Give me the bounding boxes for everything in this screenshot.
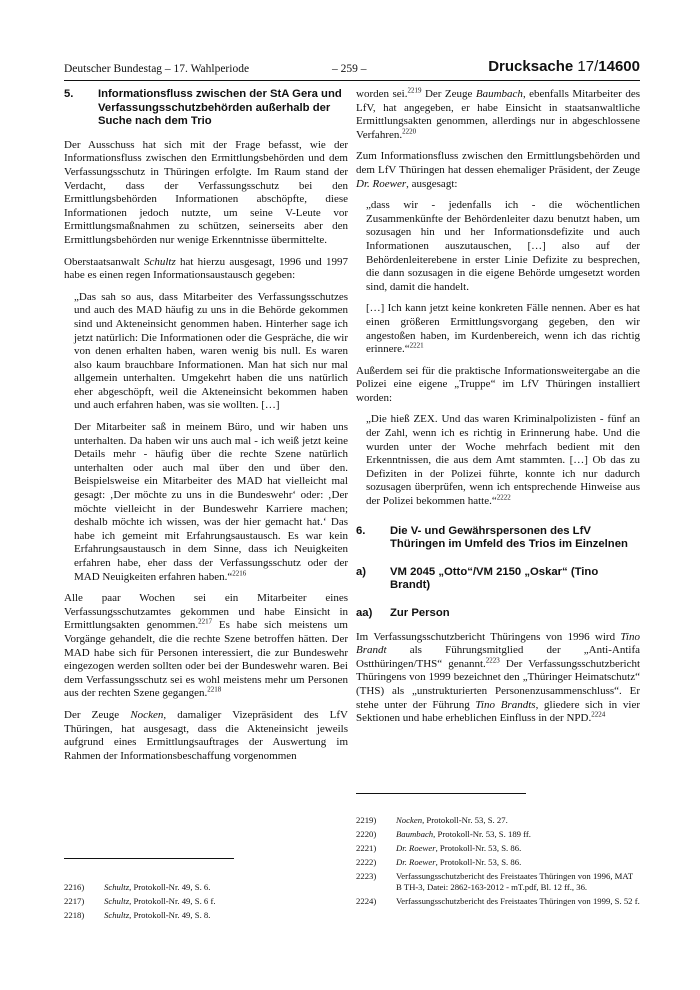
- footnote: [356, 815, 640, 826]
- text: Der Mitarbeiter saß in meinem Büro, und wir haben uns unterhalten. Da haben wir uns auch mal - ich weiß jetzt keine Details mehr - häufig über die rechte Szene natürlich unterhalten oder auch mal über den und über den. Beispielsweise ein Mitarbeiter des MAD hat vielleicht mal gesagt: ‚Der möchte zu uns in die Bundeswehr‘ oder: ‚Der möchte vielleicht in der Bundeswehr Karriere machen; deshalb möchte ich wissen, was der hier gemacht hat.‘ Das habe ich gemeint mit Erfahrungsaustausch. Es war kein Erfahrungsaustausch in dem Sinne, dass ich Neuigkeiten erfahren habe, eher dass der Verfassungsschutz oder der MAD Neuigkeiten erfahren haben.“: [74, 421, 348, 583]
- footnote-text: Verfassungsschutzbericht des Freistaates Thüringen von 1996, MAT B TH-3, Datei: 2862-163-2012 - mT.pdf, Bl. 12 ff., 36.: [396, 871, 633, 892]
- footnote-rest: , Protokoll-Nr. 53, S. 86.: [435, 843, 522, 853]
- footnote-number: 2219): [356, 815, 377, 825]
- footnote-text: Verfassungsschutzbericht des Freistaates Thüringen von 1999, S. 52 f.: [396, 896, 640, 906]
- text: Der Verfassungsschutzbericht Thüringens von 1999 bezeichnet den „Thüringer Heimatschutz“ (THS) als „unstrukturierten Personenzusammenschluss“. Er stehe unter der Führung: [356, 657, 641, 711]
- footnote-number: 2222): [356, 857, 377, 867]
- section-title: Informationsfluss zwischen der StA Gera und Verfassungsschutzbehörden außerhalb der Suche nach dem Trio: [98, 88, 342, 128]
- footnotes-right: [356, 815, 640, 910]
- footnote: [64, 910, 348, 921]
- footnote-ref: 2217: [198, 617, 213, 626]
- footnote-number: 2218): [64, 910, 85, 920]
- page-number: – 259 –: [332, 63, 367, 75]
- paragraph: Außerdem sei für die praktische Informationsweitergabe an die Polizei eine eigene „Truppe“ im LfV Thüringen installiert worden:: [356, 364, 640, 404]
- text: […] Ich kann jetzt keine konkreten Fälle nennen. Aber es hat einen größeren Ermittlungsvorgang gegeben, den wir angestoßen haben, im Kurdenbereich, wenn ich das richtig erinnere.“: [366, 302, 640, 356]
- person-name: Tino Brandt: [356, 630, 640, 657]
- section-title: VM 2045 „Otto“/VM 2150 „Oskar“ (Tino Brandt): [390, 565, 599, 592]
- section-heading-6: [356, 525, 640, 552]
- quote-block: [74, 421, 348, 584]
- footnote: [356, 871, 640, 893]
- footnote-text: [396, 829, 640, 840]
- footnote-number: 2223): [356, 871, 377, 881]
- footnotes-left: [64, 882, 348, 924]
- footnote-name: Schultz: [104, 896, 130, 906]
- text: Der Zeuge: [421, 88, 476, 100]
- document-number-prefix: 17/: [577, 58, 599, 75]
- footnote-name: Baumbach: [396, 829, 434, 839]
- quote-block: „dass wir - jedenfalls ich - die wöchentlichen Zusammenkünfte der Behördenleiter dazu benutzt haben, um sozusagen hin und her Informationsdefizite und auch Informationen auszutauschen, […] also auf der Behördenleiterebene in erster Linie Defizite zu besprechen, die dann sozusagen in die eigene Behörde umgesetzt worden sind, damit die handelt.: [366, 199, 640, 293]
- footnote-number: 2221): [356, 843, 377, 853]
- footnote-text: [396, 857, 640, 868]
- person-name: Tino Brandts: [475, 698, 536, 711]
- footnote-name: Dr. Roewer: [396, 843, 436, 853]
- footnote-rest: , Protokoll-Nr. 53, S. 86.: [435, 857, 522, 867]
- section-title: Zur Person: [390, 607, 450, 619]
- section-number: aa): [356, 607, 373, 619]
- witness-name: Schultz: [143, 255, 176, 268]
- paragraph: Der Ausschuss hat sich mit der Frage befasst, wie der Informationsfluss zwischen den Ermittlungsbehörden und dem Verfassungsschutz in Thüringen erfolgte. Im Raum stand der Verdacht, dass der Verfassungsschutz bei den Ermittlungsbehörden Informationen abschöpfte, diese Informationen jedoch nutzte, um seine V-Leute vor Ermittlungsmaßnahmen zu schützen, seinerseits aber den Ermittlungsbehörden nur wenige Erkenntnisse übermittelte.: [64, 138, 348, 246]
- text: Zum Informationsfluss zwischen den Ermittlungsbehörden und dem LfV Thüringen hat dessen ehemaliger Präsident, der Zeuge: [356, 150, 640, 176]
- footnote-text: [396, 843, 640, 854]
- paragraph: [356, 631, 640, 726]
- footnote-name: Schultz: [104, 882, 130, 892]
- section-number: a): [356, 565, 367, 578]
- footnote-ref: 2224: [591, 710, 606, 719]
- text: , ausgesagt:: [406, 177, 458, 190]
- text: , ebenfalls Mitarbeiter des LfV, hat angegeben, er habe Einsicht in staatsanwaltliche Ermittlungsakten genommen, allerdings nur in abgeschlossene Verfahren.: [356, 88, 640, 141]
- document-label: Drucksache: [488, 58, 578, 75]
- witness-name: Nocken: [130, 708, 164, 721]
- footnote: [356, 829, 640, 840]
- paragraph: [64, 592, 348, 701]
- page-header: [64, 60, 640, 80]
- footnote-rule-right: [356, 793, 526, 794]
- footnote-rest: , Protokoll-Nr. 49, S. 6 f.: [129, 896, 216, 906]
- footnote-text: [104, 910, 348, 921]
- text: Es habe sich meistens um Vorgänge gehandelt, die die rechte Szene betroffen hätten. Der MAD habe sich für Personen interessiert, die zur Bundeswehr eingezogen werden sollten oder bei der Bundeswehr waren. Bei dem Verfassungsschutz sei es wohl meistens mehr um Personen aus der rechten Szene gegangen.: [64, 619, 348, 700]
- paragraph: [356, 150, 640, 191]
- text: , gliedere sich in vier Sektionen und habe erheblichen Einfluss in der NPD.: [356, 698, 641, 725]
- text: , damaliger Vizepräsident des LfV Thüringen, hat ausgesagt, dass die Akteneinsicht jeweils aufgrund eines Ermittlungsauftrages der Auswertung im Rahmen der Informationsbeschaffung vorgenommen: [64, 708, 348, 762]
- footnote-rule-left: [64, 858, 234, 859]
- footnote-name: Schultz: [104, 910, 130, 920]
- footnote-text: [104, 896, 348, 907]
- footnote-ref: 2220: [402, 127, 417, 136]
- document-number: [488, 58, 640, 75]
- witness-name: Baumbach: [475, 88, 523, 100]
- footnote-rest: , Protokoll-Nr. 49, S. 6.: [129, 882, 211, 892]
- footnote-ref: 2222: [496, 493, 511, 502]
- witness-name: Dr. Roewer: [356, 177, 407, 190]
- footnote-number: 2216): [64, 882, 85, 892]
- header-publication: Deutscher Bundestag – 17. Wahlperiode: [64, 63, 250, 75]
- section-number: 6.: [356, 524, 366, 537]
- footnote-text: [396, 815, 640, 826]
- footnote-ref: 2216: [232, 568, 247, 577]
- footnote-rest: , Protokoll-Nr. 53, S. 189 ff.: [433, 829, 531, 839]
- right-column: [356, 88, 640, 734]
- footnote-ref: 2218: [207, 685, 222, 694]
- footnote-number: 2220): [356, 829, 377, 839]
- text: „Die hieß ZEX. Und das waren Kriminalpolizisten - fünf an der Zahl, wenn ich es richtig in Erinnerung habe. Und die wurden unter der Woche mehrfach bedient mit den Erkenntnissen, die aus dem Amt stammten. […] Ob das zu Defiziten in der Polizei führte, konnte ich nur dadurch sozusagen überprüfen, wenn ich entsprechende Hinweise aus der Polizei bekommen hatte.“: [366, 413, 640, 508]
- text: Alle paar Wochen sei ein Mitarbeiter eines Verfassungsschutzamtes gekommen und habe Einsicht in Ermittlungsakten genommen.: [64, 592, 348, 632]
- footnote-ref: 2223: [485, 656, 500, 665]
- footnote-text: [104, 882, 348, 893]
- footnote: [356, 843, 640, 854]
- footnote-rest: , Protokoll-Nr. 49, S. 8.: [129, 910, 211, 920]
- footnote: [356, 896, 640, 907]
- quote-block: „Das sah so aus, dass Mitarbeiter des Verfassungsschutzes und auch des MAD häufig zu uns in die Behörde gekommen sind und Akteneinsicht genommen haben. Hinterher sage ich jetzt natürlich: Die Informationen oder die Gespräche, die wir von denen erhalten haben, waren wenig bis null. Es waren also kaum brauchbare Informationen. Man hat sich nur mal allgemein unterhalten. Umgekehrt haben die uns natürlich eher abgeschöpft, weil die Akteneinsicht bekommen haben und auch erfahren haben, was sie wollten. […]: [74, 290, 348, 412]
- footnote-number: 2217): [64, 896, 85, 906]
- text: worden sei.: [356, 88, 408, 100]
- footnote: [64, 896, 348, 907]
- paragraph: [64, 256, 348, 283]
- text: Im Verfassungsschutzbericht Thüringens von 1996 wird: [356, 630, 621, 643]
- footnote-ref: 2221: [409, 341, 424, 350]
- paragraph: [64, 709, 348, 763]
- header-rule: [64, 80, 640, 81]
- document-number-bold: 14600: [598, 58, 640, 75]
- footnote-rest: , Protokoll-Nr. 53, S. 27.: [422, 815, 508, 825]
- section-title: Die V- und Gewährspersonen des LfV Thüringen im Umfeld des Trios im Einzelnen: [390, 524, 628, 551]
- section-heading-5: [64, 88, 348, 129]
- section-heading-aa: [356, 607, 640, 621]
- section-number: 5.: [64, 88, 74, 100]
- text: Oberstaatsanwalt: [64, 255, 144, 268]
- left-column: [64, 88, 348, 771]
- text: hat hierzu ausgesagt, 1996 und 1997 habe es einen regen Informationsaustausch gegeben:: [64, 255, 348, 282]
- footnote: [356, 857, 640, 868]
- footnote-name: Nocken: [396, 815, 423, 825]
- paragraph: [356, 88, 640, 142]
- footnote-number: 2224): [356, 896, 377, 906]
- footnote-name: Dr. Roewer: [396, 857, 436, 867]
- text: Der Zeuge: [64, 708, 131, 721]
- section-heading-a: [356, 566, 640, 593]
- footnote: [64, 882, 348, 893]
- footnote-ref: 2219: [407, 86, 422, 95]
- quote-block: [366, 302, 640, 356]
- quote-block: [366, 413, 640, 508]
- text: als Führungsmitglied der „Anti-Antifa Ostthüringen/THS“ genannt.: [356, 644, 640, 670]
